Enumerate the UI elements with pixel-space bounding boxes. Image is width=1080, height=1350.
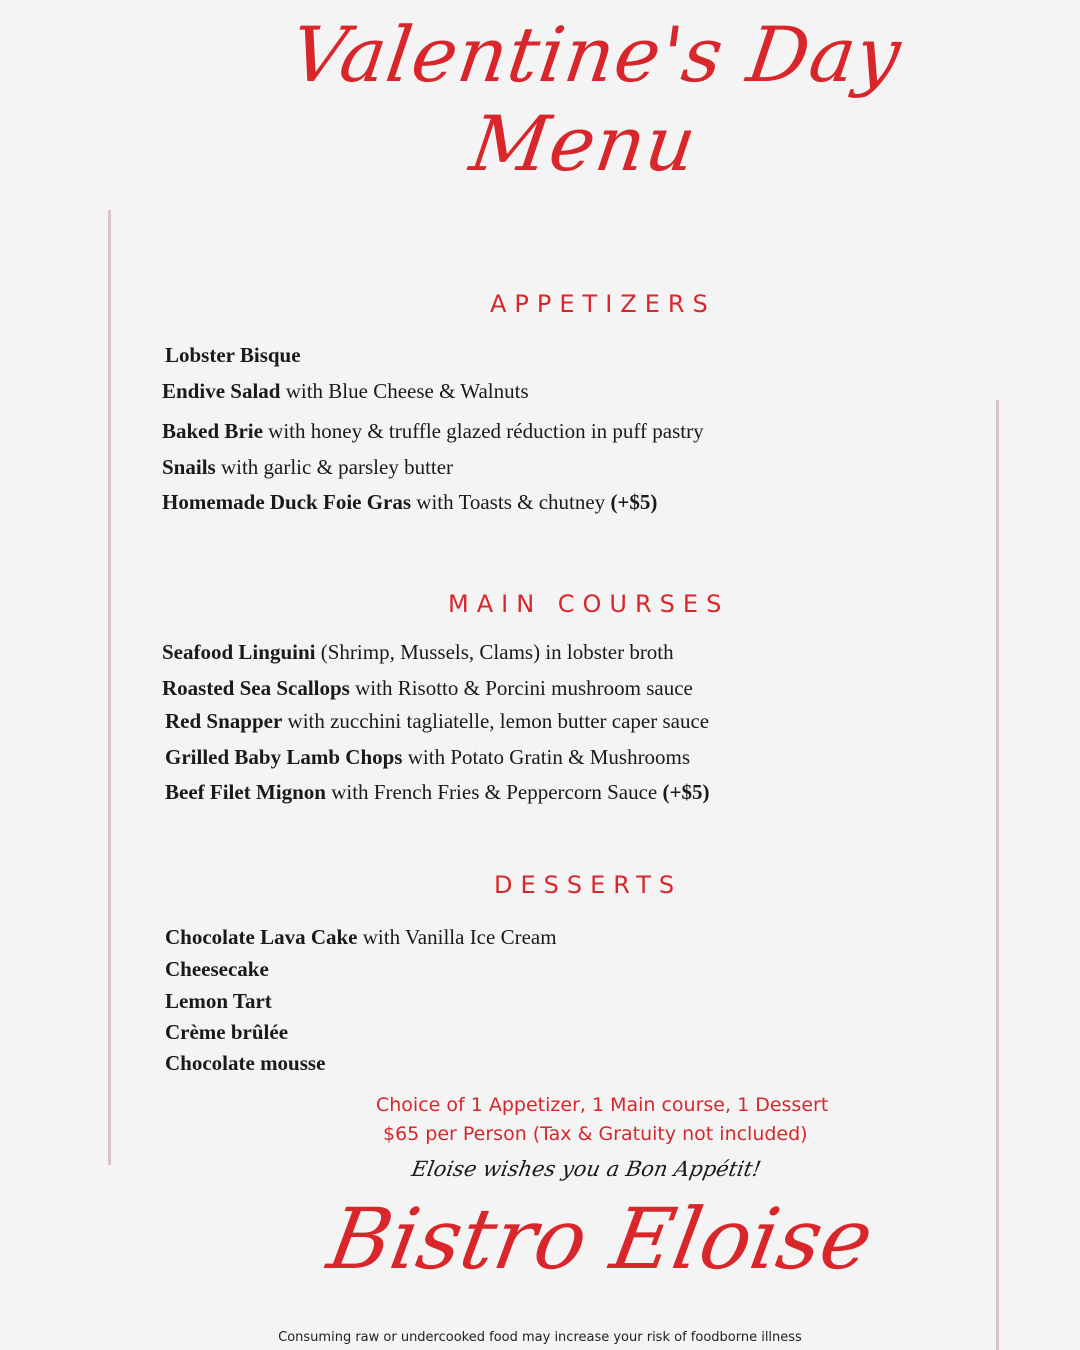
item-desc: with Potato Gratin & Mushrooms [402, 745, 691, 769]
item-desc: (Shrimp, Mussels, Clams) in lobster broth [315, 640, 674, 664]
promo-line-2: $65 per Person (Tax & Gratuity not included) [383, 1123, 808, 1145]
item-name: Endive Salad [162, 379, 281, 403]
item-name: Red Snapper [165, 709, 283, 733]
menu-item [162, 640, 674, 665]
menu-item [165, 1020, 288, 1045]
item-desc: with Toasts & chutney [411, 490, 611, 514]
item-name: Crème brûlée [165, 1020, 289, 1044]
item-name: Chocolate Lava Cake [165, 925, 358, 949]
item-name: Grilled Baby Lamb Chops [165, 745, 403, 769]
menu-item [162, 490, 657, 515]
menu-item [162, 676, 693, 701]
item-desc: with Blue Cheese & Walnuts [280, 379, 529, 403]
item-desc: with French Fries & Peppercorn Sauce [325, 780, 663, 804]
bistro-logo: Bistro Eloise [321, 1190, 880, 1288]
menu-item [165, 709, 709, 734]
menu-item [165, 989, 272, 1014]
item-name: Beef Filet Mignon [165, 780, 326, 804]
item-name: Cheesecake [165, 957, 269, 981]
menu-title: Valentine's Day Menu [285, 10, 907, 188]
item-name: Chocolate mousse [165, 1051, 326, 1075]
menu-item [165, 745, 690, 770]
menu-item [165, 925, 557, 950]
item-name: Roasted Sea Scallops [162, 676, 350, 700]
item-desc: with Risotto & Porcini mushroom sauce [349, 676, 693, 700]
item-name: Lemon Tart [165, 989, 272, 1013]
menu-item [162, 379, 529, 404]
main-courses-heading: MAIN COURSES [448, 590, 730, 618]
item-name: Snails [162, 455, 216, 479]
menu-item [162, 419, 704, 444]
item-surcharge: (+$5) [610, 490, 658, 514]
menu-item [165, 1051, 325, 1076]
right-divider [996, 400, 999, 1350]
bon-appetit-note: Eloise wishes you a Bon Appétit! [409, 1157, 763, 1181]
item-desc: with Vanilla Ice Cream [357, 925, 557, 949]
item-name: Lobster Bisque [165, 343, 301, 367]
item-desc: with garlic & parsley butter [215, 455, 454, 479]
item-name: Seafood Linguini [162, 640, 316, 664]
item-surcharge: (+$5) [662, 780, 710, 804]
item-desc: with zucchini tagliatelle, lemon butter caper sauce [282, 709, 710, 733]
item-name: Baked Brie [162, 419, 263, 443]
desserts-heading: DESSERTS [494, 871, 683, 899]
left-divider [108, 210, 111, 1165]
item-name: Homemade Duck Foie Gras [162, 490, 412, 514]
food-safety-disclaimer: Consuming raw or undercooked food may increase your risk of foodborne illness [278, 1330, 802, 1345]
appetizers-heading: APPETIZERS [490, 290, 716, 318]
menu-item [165, 780, 709, 805]
menu-item [162, 455, 453, 480]
menu-item [165, 957, 269, 982]
promo-line-1: Choice of 1 Appetizer, 1 Main course, 1 Dessert [376, 1094, 829, 1116]
menu-item [165, 343, 301, 368]
item-desc: with honey & truffle glazed réduction in puff pastry [262, 419, 704, 443]
